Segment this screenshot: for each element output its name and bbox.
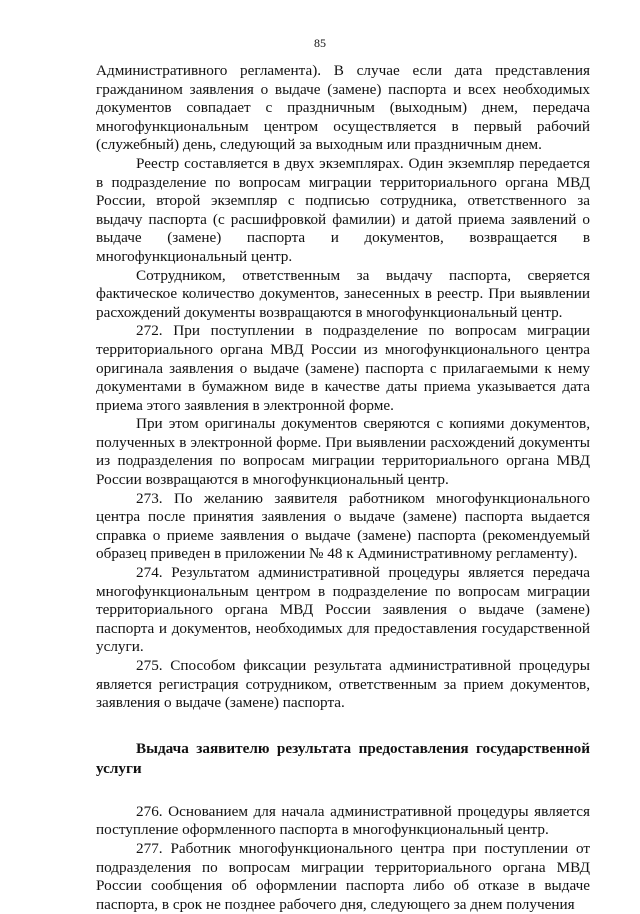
paragraph-272: 272. При поступлении в подразделение по вопросам миграции территориального органа МВД России из многофункционального центра оригинала заявления о выдаче (замене) паспорта с прилагаемыми к нему документами в бумажном виде в качестве даты приема указывается дата приема этого заявления в электронной форме. xyxy=(96,322,590,414)
paragraph-273: 273. По желанию заявителя работником многофункционального центра после принятия заявления о выдаче (замене) паспорта выдается справка о приеме заявления о выдаче (замене) паспорта (рекомендуемый образец приведен в приложении № 48 к Административному регламенту). xyxy=(96,489,590,563)
paragraph-275: 275. Способом фиксации результата административной процедуры является регистрация сотрудником, ответственным за прием документов, заявления о выдаче (замене) паспорта. xyxy=(96,657,590,712)
paragraph-originals-check: При этом оригиналы документов сверяются с копиями документов, полученных в электронной форме. При выявлении расхождений документы из подразделения по вопросам миграции территориального органа МВД России возвращаются в многофункциональный центр. xyxy=(96,415,590,489)
paragraph-277: 277. Работник многофункционального центра при поступлении от подразделения по вопросам миграции территориального органа МВД России сообщения об оформлении паспорта либо об отказе в выдаче паспорта, в срок не позднее рабочего дня, следующего за днем получения xyxy=(96,839,590,913)
paragraph-continuation: Административного регламента). В случае если дата представления гражданином заявления о выдаче (замене) паспорта и всех необходимых документов совпадает с праздничным (выходным) днем, передача многофункциональным центром осуществляется в первый рабочий (служебный) день, следующий за выходным или праздничным днем. xyxy=(96,62,590,154)
paragraph-274: 274. Результатом административной процедуры является передача многофункциональным центром в подразделение по вопросам миграции территориального органа МВД России заявления о выдаче (замене) паспорта и документов, необходимых для предоставления государственной услуги. xyxy=(96,564,590,656)
paragraph-276: 276. Основанием для начала административной процедуры является поступление оформленного паспорта в многофункциональный центр. xyxy=(96,802,590,839)
paragraph-verification: Сотрудником, ответственным за выдачу паспорта, сверяется фактическое количество документов, занесенных в реестр. При выявлении расхождений документы возвращаются в многофункциональный центр. xyxy=(96,266,590,321)
document-body xyxy=(96,62,590,914)
page-number: 85 xyxy=(314,36,326,50)
paragraph-registry: Реестр составляется в двух экземплярах. Один экземпляр передается в подразделение по вопросам миграции территориального органа МВД России, второй экземпляр с подписью сотрудника, ответственного за выдачу паспорта (с расшифровкой фамилии) и датой приема заявлений о выдаче (замене) паспорта и документов, возвращается в многофункциональный центр. xyxy=(96,154,590,265)
section-heading: Выдача заявителю результата предоставления государственной услуги xyxy=(96,739,590,777)
